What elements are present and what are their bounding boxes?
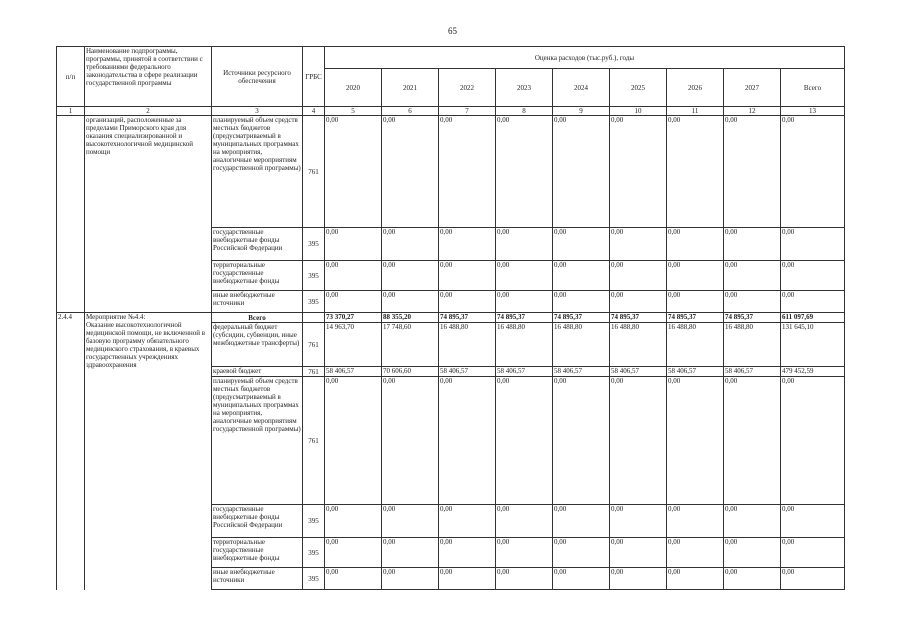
row-value: 0,00 [496,538,553,568]
table-row [57,107,845,116]
row-value: 70 606,60 [382,367,439,377]
row-value: 0,00 [610,377,667,505]
row-value: 58 406,57 [667,367,724,377]
row-value: 74 895,37 [496,313,553,323]
row-value: 0,00 [724,261,781,291]
row-value: 0,00 [496,505,553,538]
row-value: 0,00 [382,291,439,313]
row-value: 0,00 [325,116,382,228]
row-value: 88 355,20 [382,313,439,323]
row-value: 74 895,37 [553,313,610,323]
row-value: 0,00 [610,261,667,291]
row-value: 0,00 [781,377,845,505]
row-value: 0,00 [439,228,496,261]
row-value: 0,00 [724,116,781,228]
row-source: иные внебюджетные источники [212,291,303,313]
row-value: 0,00 [325,228,382,261]
row-value: 0,00 [439,505,496,538]
row-value: 0,00 [553,261,610,291]
row-value: 0,00 [553,291,610,313]
row-value: 0,00 [667,568,724,590]
row-value: 0,00 [496,228,553,261]
table-row [57,116,845,228]
row-value: 0,00 [667,116,724,228]
row-value: 0,00 [724,291,781,313]
row-value: 0,00 [724,538,781,568]
header-year: 2025 [610,69,667,107]
row-value: 74 895,37 [667,313,724,323]
row-value: 0,00 [496,261,553,291]
row-source: территориальные государственные внебюджетные фонды [212,538,303,568]
row-value: 0,00 [325,377,382,505]
row-value: 14 963,70 [325,323,382,367]
row-value: 0,00 [439,538,496,568]
row-value: 58 406,57 [724,367,781,377]
row-source: планируемый объем средств местных бюджетов (предусматриваемый в муниципальных программах на мероприятия, аналогичные мероприятиям государственной программы) [212,116,303,228]
row-value: 0,00 [667,377,724,505]
header-colnum: 8 [496,107,553,116]
row-value: 0,00 [781,505,845,538]
header-colnum: 13 [781,107,845,116]
row-value: 0,00 [781,116,845,228]
row-value: 16 488,80 [553,323,610,367]
row-value: 58 406,57 [610,367,667,377]
row-value: 131 645,10 [781,323,845,367]
measure-name: Оказание высокотехнологичной медицинской помощи, не включенной в базовую программу обязательного медицинского страхования, в краевых государственных учреждениях здравоохранения [86,321,206,369]
header-year: Всего [781,69,845,107]
header-colnum: 7 [439,107,496,116]
header-colnum: 10 [610,107,667,116]
row-value: 0,00 [382,261,439,291]
row-value: 0,00 [724,377,781,505]
row-grbs: 761 [303,323,325,367]
row-grbs: 761 [303,377,325,505]
row-value: 0,00 [325,261,382,291]
row-grbs [303,313,325,323]
row-value: 0,00 [382,116,439,228]
header-colnum: 1 [57,107,85,116]
row-value: 0,00 [781,228,845,261]
row-value: 0,00 [781,568,845,590]
row-value: 0,00 [781,538,845,568]
row-value: 0,00 [724,505,781,538]
row-value: 0,00 [724,228,781,261]
header-colnum: 2 [85,107,212,116]
header-year: 2027 [724,69,781,107]
row-value: 0,00 [496,377,553,505]
header-year: 2021 [382,69,439,107]
row-value: 0,00 [610,291,667,313]
page-number: 65 [448,26,457,36]
row-value: 16 488,80 [439,323,496,367]
row-value: 17 748,60 [382,323,439,367]
header-colnum: 3 [212,107,303,116]
row-value: 0,00 [553,538,610,568]
row-value: 0,00 [382,228,439,261]
header-grbs: ГРБС [303,47,325,107]
row-value: 0,00 [610,505,667,538]
row-value: 0,00 [781,291,845,313]
header-num: п/п [57,47,85,107]
header-estimate: Оценка расходов (тыс.руб.), годы [325,47,845,69]
row-value: 0,00 [382,568,439,590]
header-colnum: 11 [667,107,724,116]
row-value: 16 488,80 [610,323,667,367]
table-row [57,313,845,323]
row-grbs: 395 [303,538,325,568]
row-grbs: 761 [303,116,325,228]
row-value: 74 895,37 [724,313,781,323]
row-value: 0,00 [439,377,496,505]
row-value: 0,00 [724,568,781,590]
row-value: 58 406,57 [325,367,382,377]
row-value: 0,00 [439,261,496,291]
row-source: иные внебюджетные источники [212,568,303,590]
row-grbs: 761 [303,367,325,377]
row-num: 2.4.4 [57,313,85,590]
row-value: 0,00 [667,261,724,291]
row-value: 0,00 [439,116,496,228]
header-colnum: 12 [724,107,781,116]
row-source: планируемый объем средств местных бюджетов (предусматриваемый в муниципальных программах на мероприятия, аналогичные мероприятиям государственной программы) [212,377,303,505]
row-value: 0,00 [325,291,382,313]
row-value: 0,00 [382,377,439,505]
row-value: 0,00 [496,568,553,590]
table-row [57,47,845,69]
row-grbs: 395 [303,291,325,313]
row-value: 0,00 [610,228,667,261]
header-name: Наименование подпрограммы, программы, принятой в соответствии с требованиями федерального законодательства в сфере реализации государственной программы [85,47,212,107]
row-value: 0,00 [496,116,553,228]
row-grbs: 395 [303,568,325,590]
row-source: краевой бюджет [212,367,303,377]
row-value: 0,00 [610,568,667,590]
expenses-table [56,46,845,590]
header-colnum: 4 [303,107,325,116]
header-colnum: 6 [382,107,439,116]
row-value: 0,00 [667,228,724,261]
row-value: 74 895,37 [610,313,667,323]
header-colnum: 9 [553,107,610,116]
row-value: 0,00 [553,505,610,538]
row-name: организаций, расположенные за пределами Приморского края для оказания специализированной и высокотехнологичной медицинской помощи [85,116,212,313]
row-value: 0,00 [553,228,610,261]
row-value: 58 406,57 [496,367,553,377]
row-value: 74 895,37 [439,313,496,323]
row-grbs: 395 [303,505,325,538]
header-colnum: 5 [325,107,382,116]
row-value: 0,00 [553,116,610,228]
header-source: Источники ресурсного обеспечения [212,47,303,107]
row-value: 0,00 [325,568,382,590]
row-value: 0,00 [553,377,610,505]
row-source: Всего [212,313,303,323]
row-value: 16 488,80 [496,323,553,367]
row-num [57,116,85,313]
row-value: 58 406,57 [439,367,496,377]
header-year: 2024 [553,69,610,107]
row-value: 0,00 [439,291,496,313]
row-source: государственные внебюджетные фонды Российской Федерации [212,228,303,261]
row-value: 0,00 [439,568,496,590]
row-source: территориальные государственные внебюджетные фонды [212,261,303,291]
header-year: 2026 [667,69,724,107]
row-value: 0,00 [667,291,724,313]
row-value: 58 406,57 [553,367,610,377]
row-value: 0,00 [382,505,439,538]
row-value: 479 452,59 [781,367,845,377]
row-value: 611 097,69 [781,313,845,323]
row-value: 0,00 [496,291,553,313]
row-value: 0,00 [667,505,724,538]
row-source: федеральный бюджет (субсидии, субвенции, иные межбюджетные трансферты) [212,323,303,367]
row-value: 16 488,80 [724,323,781,367]
row-value: 0,00 [610,116,667,228]
measure-title: Мероприятие №4.4: [86,313,146,321]
row-source: государственные внебюджетные фонды Российской Федерации [212,505,303,538]
row-value: 0,00 [325,505,382,538]
header-year: 2023 [496,69,553,107]
row-grbs: 395 [303,261,325,291]
row-value: 0,00 [382,538,439,568]
row-value: 0,00 [325,538,382,568]
row-value: 73 370,27 [325,313,382,323]
header-year: 2022 [439,69,496,107]
row-value: 0,00 [667,538,724,568]
row-value: 0,00 [781,261,845,291]
row-value: 0,00 [553,568,610,590]
row-grbs: 395 [303,228,325,261]
row-value: 0,00 [610,538,667,568]
row-value: 16 488,80 [667,323,724,367]
header-year: 2020 [325,69,382,107]
row-name [85,313,212,590]
